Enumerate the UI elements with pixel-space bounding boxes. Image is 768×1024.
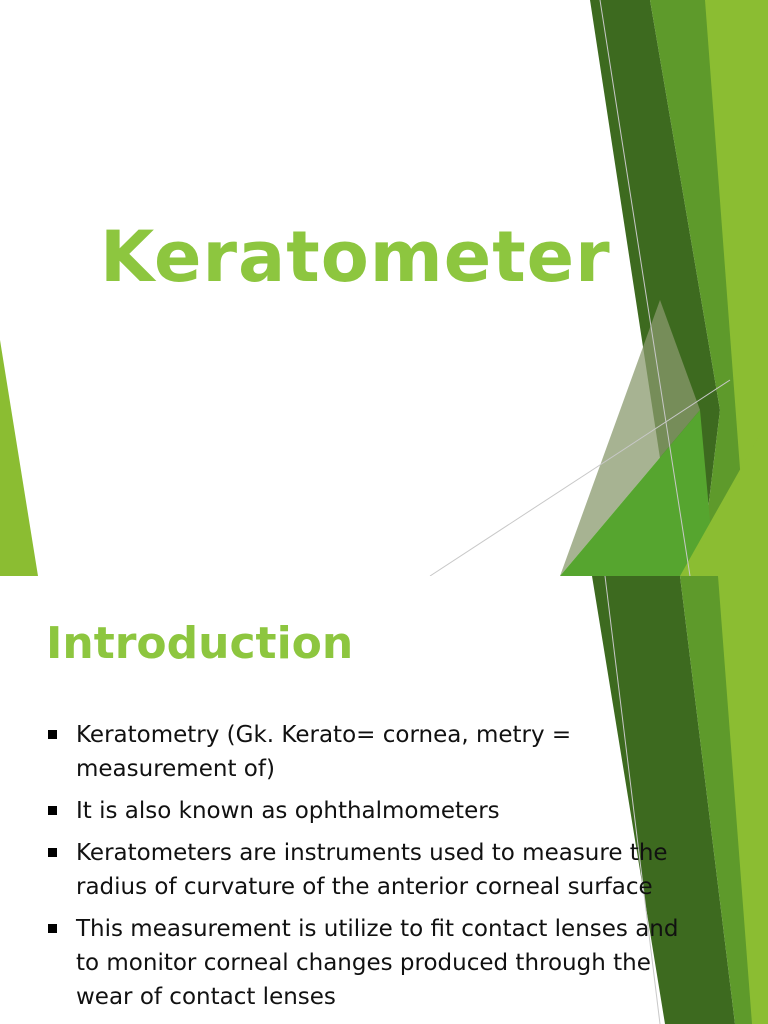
- square-bullet-icon: [48, 848, 57, 857]
- square-bullet-icon: [48, 806, 57, 815]
- square-bullet-icon: [48, 924, 57, 933]
- slide-title: Keratometer: [100, 216, 611, 298]
- bullet-text: This measurement is utilize to fit contact lenses and to monitor corneal changes produced through the wear of contact lenses: [76, 916, 679, 1010]
- bullet-list: [46, 718, 706, 1022]
- list-item: [46, 718, 706, 786]
- list-item: [46, 794, 706, 828]
- bullet-text: Keratometry (Gk. Kerato= cornea, metry = measurement of): [76, 722, 572, 782]
- list-item: [46, 912, 706, 1014]
- bullet-text: It is also known as ophthalmometers: [76, 798, 500, 824]
- introduction-slide: [0, 576, 768, 1024]
- list-item: [46, 836, 706, 904]
- square-bullet-icon: [48, 730, 57, 739]
- slide-title: Introduction: [46, 618, 354, 669]
- bullet-text: Keratometers are instruments used to measure the radius of curvature of the anterior corneal surface: [76, 840, 668, 900]
